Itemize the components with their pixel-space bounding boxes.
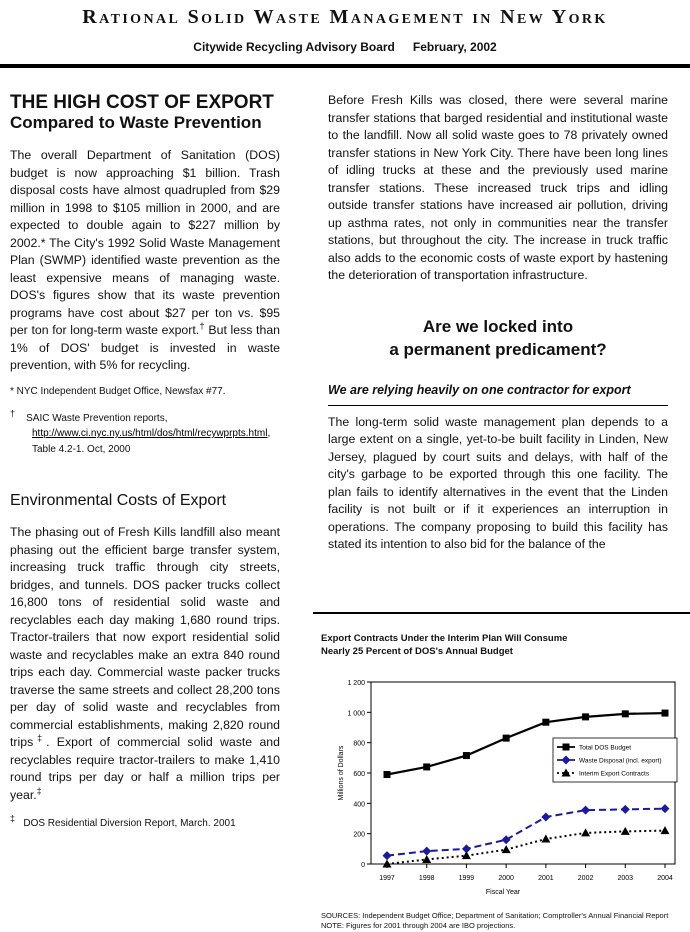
x-tick-label: 1998 — [418, 875, 435, 882]
x-tick-label: 2000 — [498, 875, 514, 882]
data-point-s3 — [502, 845, 511, 853]
data-point-s3 — [661, 826, 670, 834]
organization-name: Citywide Recycling Advisory Board — [193, 40, 395, 54]
x-tick-label: 2003 — [617, 875, 634, 882]
legend-marker-1 — [563, 744, 570, 751]
data-point-s1 — [542, 719, 549, 726]
footnote-ibo: * NYC Independent Budget Office, Newsfax #77. — [10, 385, 226, 397]
data-point-s2 — [502, 835, 511, 844]
x-axis-label: Fiscal Year — [485, 889, 521, 896]
legend-label-1: Total DOS Budget — [579, 744, 632, 752]
right-column — [328, 92, 668, 554]
masthead-rule — [0, 64, 690, 68]
y-tick-label: 0 — [361, 862, 365, 869]
masthead-subtitle — [0, 40, 690, 54]
predicament-heading: Are we locked into a permanent predicament? — [389, 316, 607, 359]
x-tick-label: 2004 — [657, 875, 673, 882]
footnote-dos: ‡ DOS Residential Diversion Report, March. 2001 — [10, 813, 236, 829]
footnote-saic: † SAIC Waste Prevention reports, http://www.ci.nyc.ny.us/html/dos/html/recywprpts.html, Table 4.2-1. Oct, 2000 — [10, 408, 271, 455]
chart-sources: SOURCES: Independent Budget Office; Department of Sanitation; Comptroller's Annual Financial Report NOTE: Figures for 2001 through 2004 are IBO projections. — [321, 911, 669, 930]
headline-high-cost: THE HIGH COST OF EXPORT — [10, 92, 274, 113]
legend-label-2: Waste Disposal (incl. export) — [579, 757, 662, 765]
data-point-s2 — [581, 806, 590, 815]
y-tick-label: 1 200 — [347, 680, 365, 687]
data-point-s2 — [422, 847, 431, 856]
x-tick-label: 2002 — [577, 875, 594, 882]
linden-paragraph: The long-term solid waste management plan depends to a large extent on a single, yet-to-be built facility in Linden, New Jersey, plagued by court suits and delays, with half of the city's garbage to be exported through this one facility. The plan fails to identify alternatives in the event that the Linden facility is not built or if it experiences an interruption in operations. The company proposing to build this facility has stated its intention to also bid for the balance of the — [328, 414, 668, 551]
y-axis-label: Millions of Dollars — [338, 745, 345, 801]
legend-label-3: Interim Export Contracts — [579, 770, 650, 778]
chart-plot — [313, 614, 690, 932]
x-tick-label: 1997 — [379, 875, 395, 882]
data-point-s2 — [661, 804, 670, 813]
issue-date: February, 2002 — [412, 40, 497, 54]
data-point-s2 — [383, 851, 392, 860]
data-point-s1 — [662, 710, 669, 717]
data-point-s3 — [581, 828, 590, 836]
fresh-kills-paragraph: Before Fresh Kills was closed, there were several marine transfer stations that barged residential and institutional waste to the landfill. Now all solid waste goes to 78 privately owned transfer stations in New York City. There have been long lines of idling trucks at these and the previously used marine transfer stations. These increased truck trips and idling outside transfer stations have increased air pollution, driving up asthma rates, not only in communities near the transfer stations, but throughout the city. The increase in truck traffic also adds to the economic costs of waste export by hastening the deterioration of transportation infrastructure. — [328, 93, 668, 282]
budget-chart — [313, 612, 690, 932]
masthead — [0, 0, 690, 70]
data-point-s1 — [463, 752, 470, 759]
y-tick-label: 1 000 — [347, 710, 365, 718]
headline-environmental-costs: Environmental Costs of Export — [10, 492, 227, 509]
data-point-s1 — [423, 763, 430, 770]
newsletter-title: Rational Solid Waste Management in New York — [82, 6, 608, 28]
y-tick-label: 200 — [353, 831, 365, 839]
data-point-s3 — [621, 827, 630, 835]
cost-paragraph: The overall Department of Sanitation (DOS) budget is now approaching $1 billion. Trash disposal costs have almost quadrupled from $29 million in 1998 to $105 million in 2000, and are expected to double again to $227 million by 2002.* The City's 1992 Solid Waste Management Plan (SWMP) identified waste prevention as the least expensive means of managing waste. DOS's figures show that its waste prevention programs have cost about $27 per ton vs. $95 per ton for long-term waste export.† But less than 1% of DOS' budget is invested in waste prevention, with 5% for recycling. — [10, 148, 280, 372]
y-tick-label: 600 — [353, 771, 365, 778]
subheadline-waste-prevention: Compared to Waste Prevention — [10, 113, 262, 132]
x-tick-label: 2001 — [538, 875, 554, 882]
y-tick-label: 400 — [353, 801, 365, 809]
data-point-s1 — [622, 710, 629, 717]
data-point-s1 — [582, 713, 589, 720]
saic-report-link[interactable]: http://www.ci.nyc.ny.us/html/dos/html/recywprpts.html — [32, 428, 268, 439]
data-point-s1 — [503, 735, 510, 742]
contractor-subheading: We are relying heavily on one contractor for export — [328, 382, 631, 397]
data-point-s3 — [541, 834, 550, 842]
x-tick-label: 1999 — [458, 875, 475, 882]
y-tick-label: 800 — [353, 740, 365, 748]
environmental-paragraph: The phasing out of Fresh Kills landfill also meant phasing out the efficient barge transfer system, increasing truck traffic through city streets, bridges, and tunnels. DOS packer trucks collect 16,800 tons of residential solid waste and recyclables each day making 1,680 round trips. Tractor-trailers that now export residential solid waste and recyclables make an extra 840 round trips each day. Commercial waste packer trucks traverse the same streets and collect 28,200 tons per day of solid waste and recyclables from commercial establishments, making 2,820 round trips‡. Export of commercial solid waste and recyclables require tractor-trailers to make 1,410 round trips per day or half a million trips per year.‡ — [10, 525, 280, 802]
subheading-rule — [328, 405, 668, 406]
left-column — [10, 92, 280, 829]
chart-title: Export Contracts Under the Interim Plan Will Consume Nearly 25 Percent of DOS's Annual Budget — [321, 633, 568, 657]
data-point-s2 — [541, 812, 550, 821]
data-point-s2 — [621, 805, 630, 814]
data-point-s1 — [384, 771, 391, 778]
